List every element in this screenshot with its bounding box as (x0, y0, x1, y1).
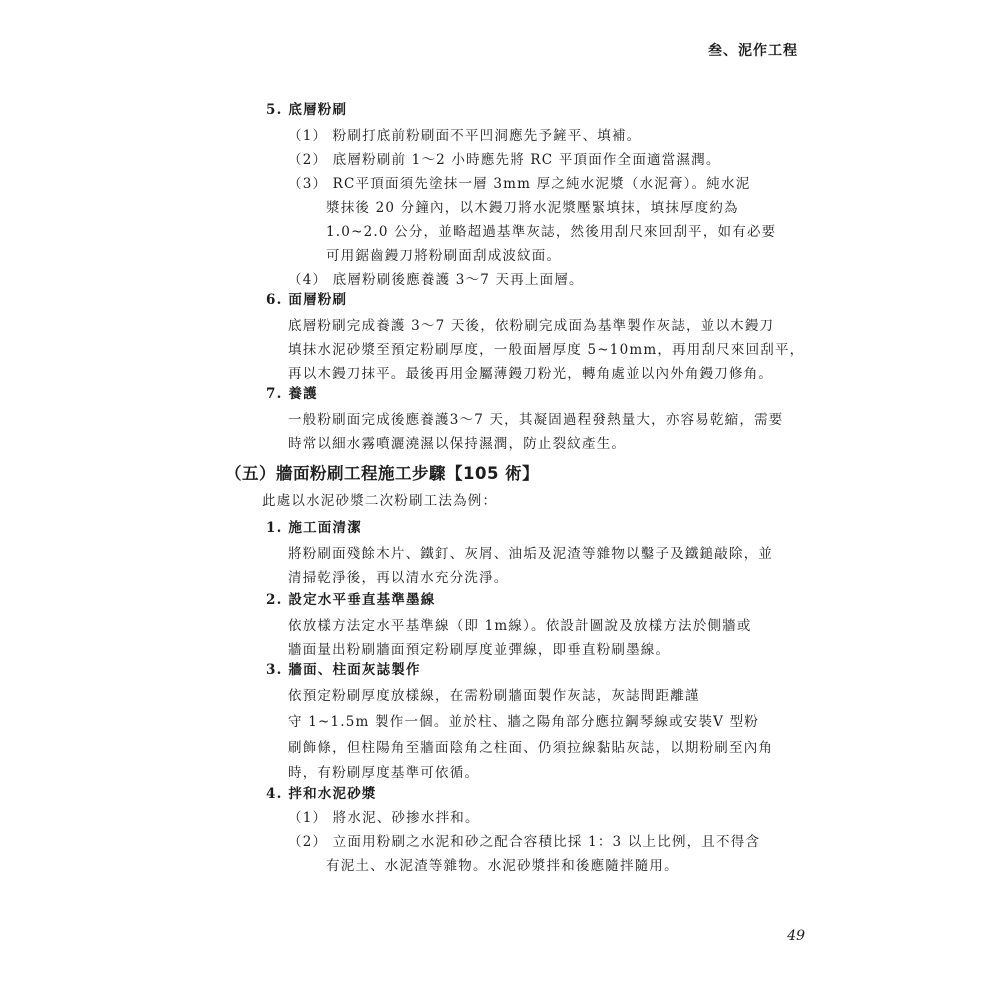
item-6-title: 6. 面層粉刷 (266, 292, 348, 308)
step-4-sub-2-line-2: 有泥土、水泥渣等雜物。水泥砂漿拌和後應隨拌隨用。 (326, 858, 679, 874)
step-3-title: 3. 牆面、柱面灰誌製作 (266, 662, 421, 678)
step-3-line-2: 守 1~1.5m 製作一個。並於柱、牆之陽角部分應拉鋼琴線或安裝V 型粉 (288, 714, 759, 730)
step-2-title: 2. 設定水平垂直基準墨線 (266, 592, 436, 608)
item-6-line-3: 再以木鏝刀抹平。最後再用金屬薄鏝刀粉光，轉角處並以內外角鏝刀修角。 (288, 366, 774, 382)
step-2-line-2: 牆面量出粉刷牆面預定粉刷厚度並彈線，即垂直粉刷墨線。 (288, 642, 671, 658)
section-title: （五）牆面粉刷工程施工步驟【105 術】 (225, 464, 540, 483)
page-number: 49 (787, 928, 805, 944)
step-3-line-3: 刷飾條，但柱陽角至牆面陰角之柱面、仍須拉線黏貼灰誌，以期粉刷至內角 (288, 740, 774, 756)
item-7-line-2: 時常以細水霧噴灑澆濕以保持濕潤，防止裂紋產生。 (288, 436, 627, 452)
item-5-sub-4: （4） 底層粉刷後應養護 3～7 天再上面層。 (288, 272, 584, 288)
item-5-title: 5. 底層粉刷 (266, 102, 348, 118)
item-6-line-2: 填抹水泥砂漿至預定粉刷厚度，一般面層厚度 5~10mm，再用刮尺來回刮平， (288, 342, 805, 358)
step-4-title: 4. 拌和水泥砂漿 (266, 786, 377, 802)
item-7-title: 7. 養護 (266, 386, 318, 402)
item-5-sub-3-line-4: 可用鋸齒鏝刀將粉刷面刮成波紋面。 (326, 248, 562, 264)
item-5-sub-2: （2） 底層粉刷前 1～2 小時應先將 RC 平頂面作全面適當濕潤。 (288, 152, 721, 168)
item-5-sub-3: （3） RC平頂面須先塗抹一層 3mm 厚之純水泥漿（水泥膏）。純水泥 (288, 176, 751, 192)
item-5-sub-1: （1） 粉刷打底前粉刷面不平凹洞應先予鏟平、填補。 (288, 128, 642, 144)
step-1-line-2: 清掃乾淨後，再以清水充分洗淨。 (288, 570, 509, 586)
item-6-line-1: 底層粉刷完成養護 3～7 天後，依粉刷完成面為基準製作灰誌，並以木鏝刀 (288, 318, 775, 334)
step-3-line-4: 時，有粉刷厚度基準可依循。 (288, 765, 480, 781)
step-4-sub-1: （1） 將水泥、砂掺水拌和。 (288, 810, 480, 826)
item-5-sub-3-line-2: 漿抹後 20 分鐘內，以木鏝刀將水泥漿壓緊填抹，填抹厚度約為 (326, 200, 739, 216)
step-4-sub-2: （2） 立面用粉刷之水泥和砂之配合容積比採 1：3 以上比例，且不得含 (288, 834, 761, 850)
item-7-line-1: 一般粉刷面完成後應養護3～7 天，其凝固過程發熱量大，亦容易乾縮，需要 (288, 412, 784, 428)
step-1-title: 1. 施工面清潔 (266, 520, 362, 536)
chapter-header: 叁、泥作工程 (708, 43, 798, 59)
step-2-line-1: 依放樣方法定水平基準線（即 1m線）。依設計圖說及放樣方法於側牆或 (288, 618, 752, 634)
item-5-sub-3-line-3: 1.0~2.0 公分，並略超過基準灰誌，然後用刮尺來回刮平，如有必要 (326, 224, 777, 240)
step-3-line-1: 依預定粉刷厚度放樣線，在需粉刷牆面製作灰誌，灰誌間距離謹 (288, 688, 700, 704)
section-intro: 此處以水泥砂漿二次粉刷工法為例： (262, 493, 498, 509)
step-1-line-1: 將粉刷面殘餘木片、鐵釘、灰屑、油垢及泥渣等雜物以鑿子及鐵鎚敲除，並 (288, 546, 774, 562)
